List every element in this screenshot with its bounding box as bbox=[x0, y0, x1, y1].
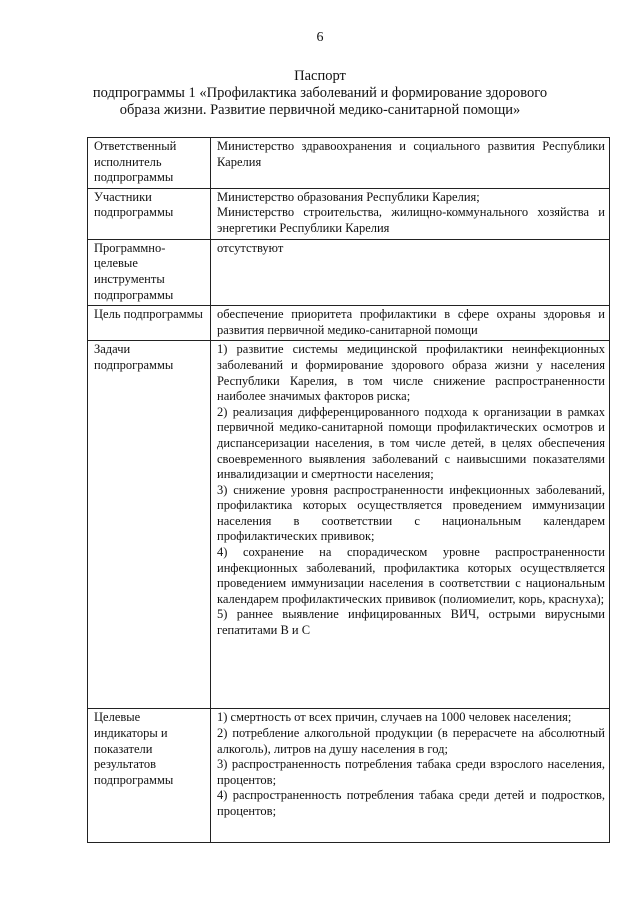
row-label-goal: Цель подпрограммы bbox=[88, 306, 211, 341]
passport-table bbox=[87, 137, 610, 843]
row-value-target-indicators bbox=[211, 709, 610, 843]
value-paragraph: 3) снижение уровня распространенности инфекционных заболеваний, профилактика которых осуществляется проведением иммунизации населения в соответствии с национальным календарем профилактических прививок; bbox=[217, 482, 605, 544]
row-label-target-indicators: Целевые индикаторы и показатели результатов подпрограммы bbox=[88, 709, 211, 843]
value-paragraph: 4) распространенность потребления табака среди детей и подростков, процентов; bbox=[217, 788, 605, 818]
table-row bbox=[88, 138, 610, 189]
value-paragraph: 3) распространенность потребления табака среди взрослого населения, процентов; bbox=[217, 757, 605, 787]
table-row bbox=[88, 709, 610, 843]
row-label-participants: Участники подпрограммы bbox=[88, 188, 211, 239]
value-paragraph: Министерство образования Республики Карелия; bbox=[217, 189, 480, 204]
row-value-responsible-executor bbox=[211, 138, 610, 189]
value-paragraph: обеспечение приоритета профилактики в сфере охраны здоровья и развития первичной медико-санитарной помощи bbox=[217, 307, 605, 337]
value-paragraph: Министерство строительства, жилищно-коммунального хозяйства и энергетики Республики Карелия bbox=[217, 205, 605, 235]
value-paragraph: отсутствуют bbox=[217, 240, 284, 255]
heading-subtitle-line-1: подпрограммы 1 «Профилактика заболеваний и формирование здорового bbox=[92, 85, 548, 101]
value-paragraph: 2) реализация дифференцированного подхода к организации в рамках первичной медико-санитарной помощи профилактических осмотров и диспансеризации населения, в том числе детей, в целях обеспечения своевременного выявления заболеваний с наивысшими показателями инвалидизации и смертности населения; bbox=[217, 404, 605, 482]
row-label-tasks: Задачи подпрограммы bbox=[88, 341, 211, 709]
row-value-tasks bbox=[211, 341, 610, 709]
table-row bbox=[88, 188, 610, 239]
heading-title: Паспорт bbox=[294, 68, 346, 84]
table-row bbox=[88, 341, 610, 709]
page-number: 6 bbox=[316, 30, 324, 45]
row-label-responsible-executor: Ответственный исполнитель подпрограммы bbox=[88, 138, 211, 189]
value-paragraph: 1) развитие системы медицинской профилактики неинфекционных заболеваний и формирование здорового образа жизни у населения Республики Карелия, в том числе снижение распространенности наиболее значимых факторов риска; bbox=[217, 342, 605, 404]
heading-subtitle-line-2: образа жизни. Развитие первичной медико-санитарной помощи» bbox=[119, 102, 521, 118]
value-paragraph: Министерство здравоохранения и социального развития Республики Карелия bbox=[217, 139, 605, 169]
row-value-program-instruments bbox=[211, 239, 610, 305]
row-label-program-instruments: Программно-целевые инструменты подпрограммы bbox=[88, 239, 211, 305]
value-paragraph: 4) сохранение на спорадическом уровне распространенности инфекционных заболеваний, профилактика которых осуществляется проведением иммунизации населения в соответствии с национальным календарем профилактических прививок (полиомиелит, корь, краснуха); bbox=[217, 545, 605, 606]
value-paragraph: 5) раннее выявление инфицированных ВИЧ, острыми вирусными гепатитами В и С bbox=[217, 607, 605, 638]
table-row bbox=[88, 239, 610, 305]
row-value-participants bbox=[211, 188, 610, 239]
document-heading bbox=[60, 68, 580, 119]
value-paragraph: 2) потребление алкогольной продукции (в перерасчете на абсолютный алкоголь), литров на душу населения в год; bbox=[217, 725, 605, 756]
row-value-goal bbox=[211, 306, 610, 341]
value-paragraph: 1) смертность от всех причин, случаев на 1000 человек населения; bbox=[217, 710, 572, 725]
table-row bbox=[88, 306, 610, 341]
